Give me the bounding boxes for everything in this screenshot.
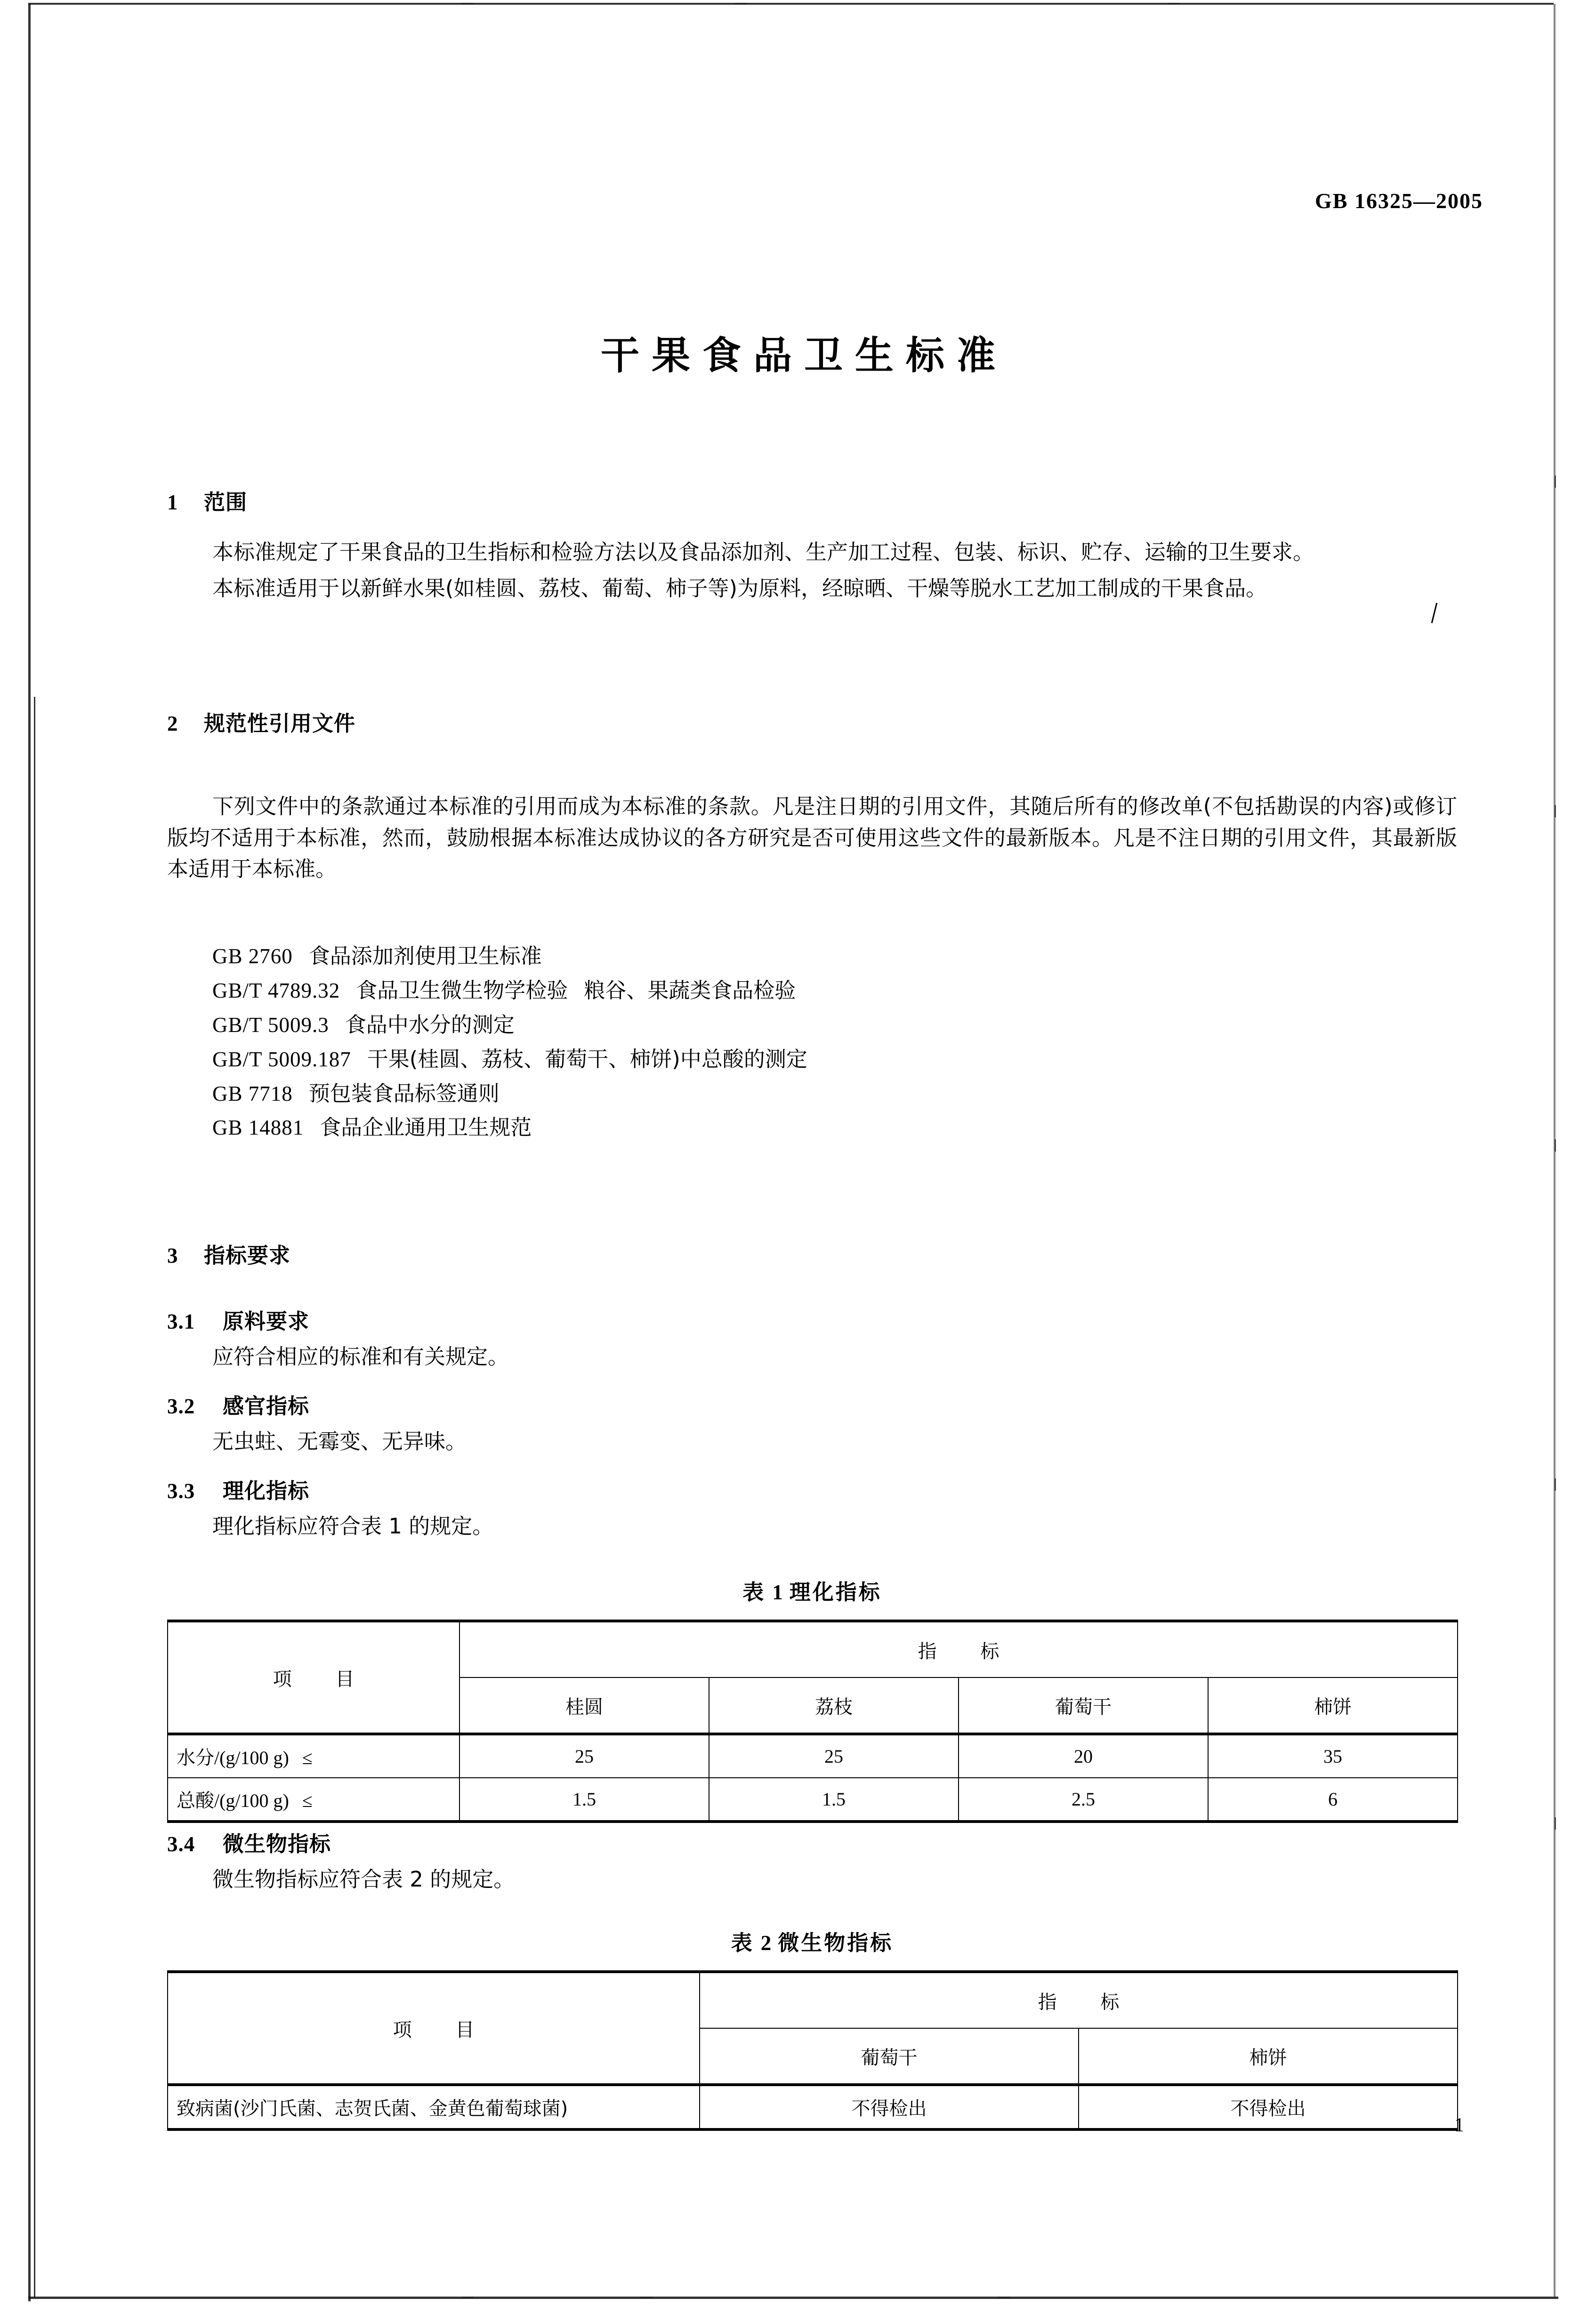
- table-1-value: 1.5: [572, 1789, 596, 1810]
- table-1-column-header: 葡萄干: [959, 1677, 1208, 1734]
- section-1: [167, 485, 1457, 516]
- reference-name: 食品企业通用卫生规范: [320, 1115, 532, 1140]
- section-1-number: 1: [167, 491, 178, 514]
- section-3-1: [167, 1304, 1457, 1373]
- section-2-number: 2: [167, 712, 178, 735]
- section-3-4-paragraph: 微生物指标应符合表 2 的规定。: [212, 1867, 515, 1892]
- table-1-caption-title: 理化指标: [789, 1580, 882, 1605]
- section-3-4-title: 微生物指标: [223, 1831, 331, 1856]
- table-1-caption-number: 1: [772, 1580, 783, 1604]
- reference-name: 食品添加剂使用卫生标准: [308, 943, 542, 968]
- table-1-row-label: [168, 1778, 459, 1822]
- table-2-caption-number: 2: [760, 1931, 772, 1955]
- table-2-header-item: 项 目: [168, 1972, 700, 2085]
- section-3-4-heading: [167, 1827, 1457, 1857]
- table-row: [168, 1972, 1458, 2028]
- table-2-caption-label: 表: [731, 1930, 754, 1955]
- section-3-2-heading: [167, 1389, 1457, 1419]
- section-3: [167, 1238, 1457, 1269]
- table-2-column-header: 柿饼: [1079, 2028, 1458, 2085]
- section-3-3-title: 理化指标: [223, 1478, 310, 1503]
- table-1-value: 35: [1323, 1746, 1343, 1767]
- section-3-2-paragraph: 无虫蛀、无霉变、无异味。: [212, 1429, 467, 1454]
- section-1-title: 范围: [204, 490, 248, 515]
- table-2-cell: 不得检出: [1079, 2085, 1458, 2129]
- section-3-1-title: 原料要求: [223, 1309, 310, 1334]
- table-1-row-label: [168, 1734, 459, 1778]
- table-1-value: 25: [824, 1746, 843, 1767]
- table-1-cell: [709, 1734, 959, 1778]
- reference-code: GB 2760: [212, 944, 293, 968]
- table-1-cell: [959, 1734, 1208, 1778]
- section-3-heading: [167, 1238, 1457, 1269]
- section-2: [167, 706, 1457, 737]
- table-1-row-operator: ≤: [302, 1790, 313, 1811]
- table-1-column-header: 荔枝: [709, 1677, 959, 1734]
- table-1-value: 2.5: [1072, 1789, 1095, 1810]
- section-3-number: 3: [167, 1244, 178, 1267]
- section-1-paragraph-1: 本标准规定了干果食品的卫生指标和检验方法以及食品添加剂、生产加工过程、包装、标识、贮存、运输的卫生要求。: [212, 540, 1314, 564]
- section-3-1-paragraph: 应符合相应的标准和有关规定。: [212, 1344, 509, 1369]
- section-2-paragraph-1: 下列文件中的条款通过本标准的引用而成为本标准的条款。凡是注日期的引用文件，其随后所有的修改单(不包括勘误的内容)或修订版均不适用于本标准，然而，鼓励根据本标准达成协议的各方研究是否可使用这些文件的最新版本。凡是不注日期的引用文件，其最新版本适用于本标准。: [167, 794, 1457, 882]
- table-microbiological-indicators: [167, 1970, 1458, 2131]
- table-1-row-item: 水分/(g/100 g): [177, 1747, 289, 1768]
- table-2-column-header: 葡萄干: [700, 2028, 1079, 2085]
- table-row: [168, 1778, 1458, 1822]
- reference-item: [167, 1042, 1457, 1077]
- table-2-container: [167, 1970, 1457, 2131]
- table-2-caption-title: 微生物指标: [778, 1930, 894, 1955]
- section-3-3-heading: [167, 1474, 1457, 1504]
- reference-name: 干果(桂圆、荔枝、葡萄干、柿饼)中总酸的测定: [367, 1046, 807, 1072]
- reference-name: 食品中水分的测定: [345, 1012, 515, 1037]
- table-1-row-operator: ≤: [302, 1747, 313, 1768]
- table-1-header-group: 指 标: [459, 1621, 1458, 1677]
- section-2-heading: [167, 706, 1457, 737]
- table-1-header-item: 项 目: [168, 1621, 459, 1734]
- section-3-1-number: 3.1: [167, 1310, 195, 1333]
- table-1-value: 20: [1074, 1746, 1093, 1767]
- table-1-column-header: 桂圆: [459, 1677, 709, 1734]
- reference-item: [167, 1111, 1457, 1145]
- table-1-cell: [1208, 1734, 1458, 1778]
- section-3-3: [167, 1474, 1457, 1542]
- reference-name-secondary: 粮谷、果蔬类食品检验: [584, 977, 796, 1003]
- page-number: 1: [1454, 2114, 1464, 2136]
- table-1-cell: [459, 1778, 709, 1822]
- section-3-4: [167, 1827, 1457, 1895]
- section-3-2-number: 3.2: [167, 1395, 195, 1418]
- table-1-cell: [459, 1734, 709, 1778]
- table-2-header-group: 指 标: [700, 1972, 1458, 2028]
- section-1-heading: [167, 485, 1457, 516]
- section-3-4-number: 3.4: [167, 1832, 195, 1856]
- reference-name: 食品卫生微生物学检验: [356, 977, 568, 1003]
- table-1-cell: [709, 1778, 959, 1822]
- table-1-value: 6: [1328, 1789, 1338, 1810]
- page-title: 干果食品卫生标准: [600, 333, 1008, 378]
- reference-code: GB 7718: [212, 1081, 293, 1105]
- table-1-row-item: 总酸/(g/100 g): [177, 1790, 289, 1811]
- section-3-3-paragraph: 理化指标应符合表 1 的规定。: [212, 1514, 494, 1539]
- standard-code-header: GB 16325—2005: [1315, 189, 1483, 213]
- table-2-row-label: 致病菌(沙门氏菌、志贺氏菌、金黄色葡萄球菌): [168, 2085, 700, 2129]
- table-row: [168, 1621, 1458, 1677]
- table-1-column-header: 柿饼: [1208, 1677, 1458, 1734]
- reference-name: 预包装食品标签通则: [308, 1080, 500, 1106]
- normative-reference-list-container: [167, 939, 1457, 1145]
- section-1-body: [167, 537, 1457, 604]
- table-1-value: 1.5: [822, 1789, 846, 1810]
- reference-code: GB/T 4789.32: [212, 978, 340, 1002]
- table-row: [168, 2085, 1458, 2129]
- table-1-container: [167, 1620, 1457, 1823]
- table-2-caption: [167, 1926, 1457, 1956]
- section-2-body: [167, 791, 1457, 885]
- reference-code: GB/T 5009.3: [212, 1013, 329, 1037]
- section-3-2: [167, 1389, 1457, 1458]
- table-physicochemical-indicators: [167, 1620, 1458, 1823]
- reference-item: [167, 1008, 1457, 1042]
- section-3-1-heading: [167, 1304, 1457, 1335]
- table-1-value: 25: [575, 1746, 594, 1767]
- scan-stray-mark: [1431, 603, 1438, 623]
- section-3-title: 指标要求: [204, 1243, 291, 1268]
- reference-item: [167, 974, 1457, 1008]
- normative-reference-list: [167, 939, 1457, 1145]
- table-1-caption: [167, 1575, 1457, 1605]
- section-1-paragraph-2: 本标准适用于以新鲜水果(如桂圆、荔枝、葡萄、柿子等)为原料，经晾晒、干燥等脱水工艺加工制成的干果食品。: [212, 575, 1267, 601]
- section-3-2-title: 感官指标: [223, 1394, 310, 1419]
- reference-code: GB/T 5009.187: [212, 1047, 351, 1071]
- reference-item: [167, 939, 1457, 974]
- table-1-cell: [959, 1778, 1208, 1822]
- table-1-cell: [1208, 1778, 1458, 1822]
- reference-item: [167, 1077, 1457, 1111]
- table-1-caption-label: 表: [742, 1580, 766, 1605]
- section-3-3-number: 3.3: [167, 1479, 195, 1503]
- table-2-cell: 不得检出: [700, 2085, 1079, 2129]
- table-row: [168, 1734, 1458, 1778]
- section-2-title: 规范性引用文件: [204, 711, 356, 736]
- reference-code: GB 14881: [212, 1116, 304, 1140]
